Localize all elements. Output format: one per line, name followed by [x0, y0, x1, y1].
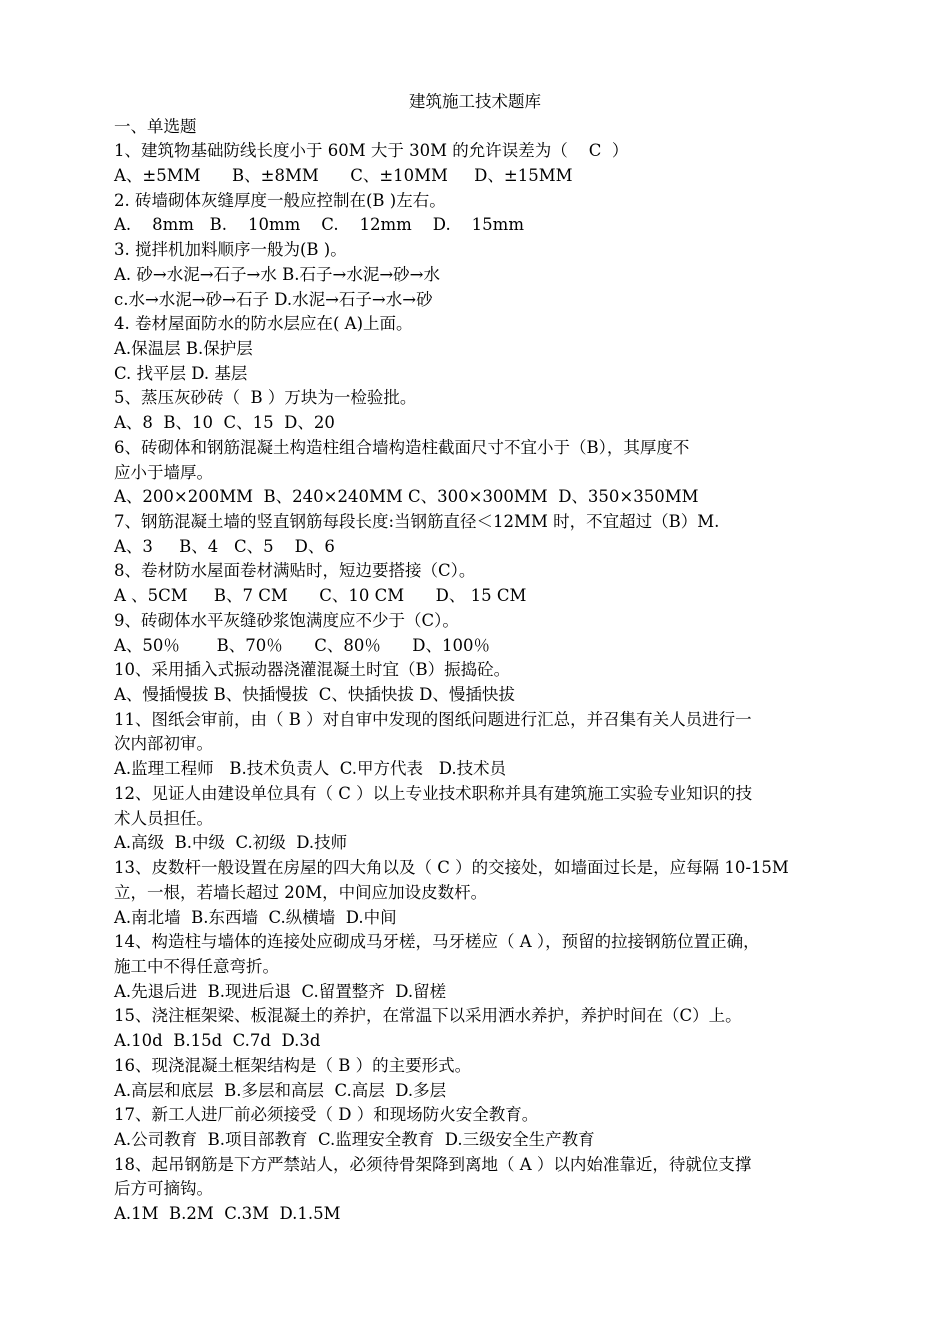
text-line: A 、5CM B、7 CM C、10 CM D、 15 CM: [114, 586, 527, 606]
text-line: 后方可摘钩。: [114, 1179, 213, 1199]
text-line: A.10d B.15d C.7d D.3d: [114, 1031, 321, 1051]
text-line: 11、图纸会审前，由（ B ）对自审中发现的图纸问题进行汇总，并召集有关人员进行一: [114, 709, 752, 729]
text-line: c.水→水泥→砂→石子 D.水泥→石子→水→砂: [114, 289, 433, 309]
text-line: 17、新工人进厂前必须接受（ D ）和现场防火安全教育。: [114, 1105, 539, 1125]
text-line: 应小于墙厚。: [114, 462, 213, 482]
text-line: 16、现浇混凝土框架结构是（ B ）的主要形式。: [114, 1055, 472, 1075]
text-line: 次内部初审。: [114, 734, 213, 754]
text-line: 15、浇注框架梁、板混凝土的养护，在常温下以采用洒水养护，养护时间在（C）上。: [114, 1006, 742, 1026]
text-line: A、3 B、4 C、5 D、6: [114, 536, 335, 556]
text-line: A.先退后进 B.现进后退 C.留置整齐 D.留槎: [114, 981, 447, 1001]
text-line: 13、皮数杆一般设置在房屋的四大角以及（ C ）的交接处，如墙面过长是，应每隔 10-15M: [114, 858, 789, 878]
text-line: 7、钢筋混凝土墙的竖直钢筋每段长度:当钢筋直径＜12MM 时，不宜超过（B）M.: [114, 512, 720, 531]
text-line: 10、采用插入式振动器浇灌混凝土时宜（B）振捣砼。: [114, 660, 511, 680]
text-line: A.南北墙 B.东西墙 C.纵横墙 D.中间: [114, 907, 397, 927]
text-line: A.监理工程师 B.技术负责人 C.甲方代表 D.技术员: [114, 759, 507, 779]
text-line: 2. 砖墙砌体灰缝厚度一般应控制在(B )左右。: [114, 190, 446, 210]
text-line: A.高层和底层 B.多层和高层 C.高层 D.多层: [114, 1080, 447, 1100]
text-line: A. 8mm B. 10mm C. 12mm D. 15mm: [114, 215, 524, 235]
text-line: A.保温层 B.保护层: [114, 338, 253, 358]
text-line: A.高级 B.中级 C.初级 D.技师: [114, 833, 348, 853]
text-line: A、8 B、10 C、15 D、20: [114, 413, 335, 433]
text-line: 8、卷材防水屋面卷材满贴时，短边要搭接（C）。: [114, 561, 476, 581]
text-line: 6、砖砌体和钢筋混凝土构造柱组合墙构造柱截面尺寸不宜小于（B），其厚度不: [114, 437, 690, 457]
text-line: C. 找平层 D. 基层: [114, 363, 248, 383]
text-line: A.1M B.2M C.3M D.1.5M: [114, 1204, 341, 1224]
text-line: 立，一根，若墙长超过 20M，中间应加设皮数杆。: [114, 882, 488, 902]
text-line: 施工中不得任意弯折。: [114, 956, 279, 976]
text-line: 3. 搅拌机加料顺序一般为(B )。: [114, 240, 347, 260]
text-line: 9、砖砌体水平灰缝砂浆饱满度应不少于（C）。: [114, 610, 459, 630]
text-line: 14、构造柱与墙体的连接处应砌成马牙槎，马牙槎应（ A ），预留的拉接钢筋位置正确，: [114, 932, 760, 952]
text-line: 一、单选题: [114, 116, 197, 136]
text-line: A.公司教育 B.项目部教育 C.监理安全教育 D.三级安全生产教育: [114, 1129, 595, 1149]
document-title: 建筑施工技术题库: [409, 92, 541, 111]
text-line: 术人员担任。: [114, 808, 213, 828]
text-line: 18、起吊钢筋是下方严禁站人，必须待骨架降到离地（ A ）以内始准靠近，待就位支撑: [114, 1154, 752, 1174]
text-line: A、50％ B、70％ C、80％ D、100％: [114, 635, 491, 655]
text-line: 5、蒸压灰砂砖（ B ）万块为一检验批。: [114, 388, 417, 408]
text-line: 4. 卷材屋面防水的防水层应在( A)上面。: [114, 314, 413, 334]
text-line: 1、建筑物基础防线长度小于 60M 大于 30M 的允许误差为（ C ）: [114, 141, 629, 161]
text-line: 12、见证人由建设单位具有（ C ）以上专业技术职称并具有建筑施工实验专业知识的技: [114, 783, 753, 803]
text-line: A、±5MM B、±8MM C、±10MM D、±15MM: [114, 165, 573, 185]
text-line: A、200×200MM B、240×240MM C、300×300MM D、350×350MM: [114, 487, 699, 507]
text-line: A、慢插慢拔 B、快插慢拔 C、快插快拔 D、慢插快拔: [114, 685, 515, 705]
text-line: A. 砂→水泥→石子→水 B.石子→水泥→砂→水: [114, 264, 440, 284]
document-body: [114, 115, 874, 1227]
